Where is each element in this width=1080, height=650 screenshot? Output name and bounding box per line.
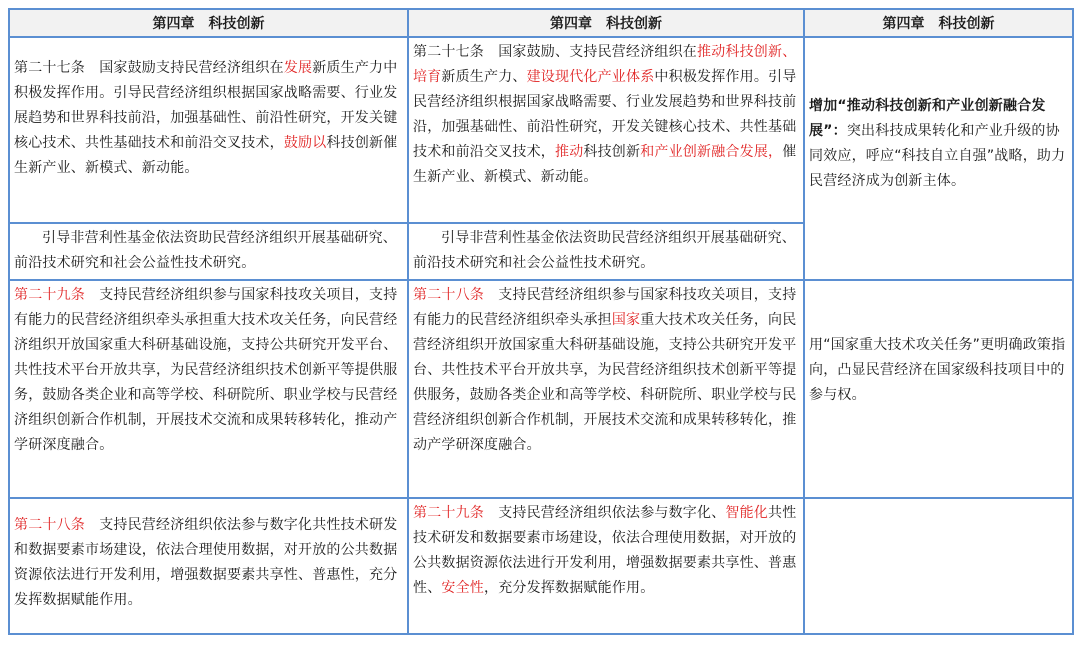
amended-text: 智能化 [725,505,769,521]
amended-text: 推动科技创新、培育 [413,44,797,85]
old-article-28 [9,498,408,634]
amended-text: 推动 [555,144,584,160]
comparison-table [8,8,1074,635]
amended-text: 第二十九条 [413,505,484,521]
amended-text: 鼓励以 [283,135,327,151]
note-article-29 [804,498,1073,634]
header-old: 第四章 科技创新 [9,9,408,37]
new-article-29 [408,498,804,634]
text-segment: 支持民营经济组织参与国家科技攻关项目，支持有能力的民营经济组织牵头承担重大技术攻关任务，向民营经济组织开放国家重大科研基础设施，支持公共研究开发平台、共性技术平台开放共享，为民营经济组织技术创新平等提供服务，鼓励各类企业和高等学校、科研院所、职业学校与民营经济组织创新合作机制，开展技术交流和成果转移转化，推动产学研深度融合。 [14,287,398,453]
text-segment: 中积极发挥作用。引导民营经济组织根据国家战略需要、行业发展趋势和世界科技前沿，加强基础性、前沿性研究，开发关键核心技术、共性基础技术和前沿交叉技术， [413,69,797,160]
table-row [9,37,1073,223]
amended-text: 第二十八条 [413,287,484,303]
amended-text: 建设现代化产业体系 [526,69,655,85]
new-article-28 [408,280,804,498]
new-article-27 [408,37,804,223]
text-segment: 第二十七条 国家鼓励、支持民营经济组织在 [413,44,697,60]
amended-text: 国家 [611,312,641,328]
old-article-27 [9,37,408,223]
note-text: 突出科技成果转化和产业升级的协同效应，呼应“科技自立自强”战略，助力民营经济成为创新主体。 [809,123,1066,189]
text-segment: 科技创新 [583,144,641,160]
text-segment: 新质生产力中积极发挥作用。引导民营经济组织根据国家战略需要、行业发展趋势和世界科技前沿，加强基础性、前沿性研究，开发关键核心技术、共性基础技术和前沿交叉技术， [14,60,398,151]
note-highlight: 增加“推动科技创新和产业创新融合发展”： [809,98,1046,139]
amended-text: 发展 [283,60,313,76]
header-note: 第四章 科技创新 [804,9,1073,37]
text-segment: ，充分发挥数据赋能作用。 [484,580,655,596]
old-article-29 [9,280,408,498]
text-segment: 催生新产业、新模式、新动能。 [413,144,797,185]
header-row [9,9,1073,37]
amended-text: 安全性 [441,580,485,596]
note-article-28: 用“国家重大技术攻关任务”更明确政策指向，凸显民营经济在国家级科技项目中的参与权。 [804,280,1073,498]
amended-text: 第二十八条 [14,517,85,533]
text-segment: 支持民营经济组织依法参与数字化、 [484,505,726,521]
text-segment: 第二十七条 国家鼓励支持民营经济组织在 [14,60,284,76]
text-segment: 重大技术攻关任务，向民营经济组织开放国家重大科研基础设施，支持公共研究开发平台、共性技术平台开放共享，为民营经济组织技术创新平等提供服务，鼓励各类企业和高等学校、科研院所、职业学校与民营经济组织创新合作机制，开展技术交流和成果转移转化，推动产学研深度融合。 [413,312,797,453]
amended-text: 和产业创新融合发展， [640,144,783,160]
new-fund-paragraph: 引导非营利性基金依法资助民营经济组织开展基础研究、前沿技术研究和社会公益性技术研究。 [408,223,804,280]
text-segment: 支持民营经济组织参与国家科技攻关项目，支持有能力的民营经济组织牵头承担 [413,287,797,328]
amended-text: 第二十九条 [14,287,85,303]
header-new: 第四章 科技创新 [408,9,804,37]
table-row [9,498,1073,634]
text-segment: 科技创新催生新产业、新模式、新动能。 [14,135,398,176]
text-segment: 新质生产力、 [441,69,527,85]
note-article-27 [804,37,1073,280]
table-row [9,280,1073,498]
text-segment: 共性技术研发和数据要素市场建设，依法合理使用数据，对开放的公共数据资源依法进行开发利用，增强数据要素共享性、普惠性、 [413,505,797,596]
old-fund-paragraph: 引导非营利性基金依法资助民营经济组织开展基础研究、前沿技术研究和社会公益性技术研究。 [9,223,408,280]
text-segment: 支持民营经济组织依法参与数字化共性技术研发和数据要素市场建设，依法合理使用数据，对开放的公共数据资源依法进行开发利用，增强数据要素共享性、普惠性，充分发挥数据赋能作用。 [14,517,398,608]
